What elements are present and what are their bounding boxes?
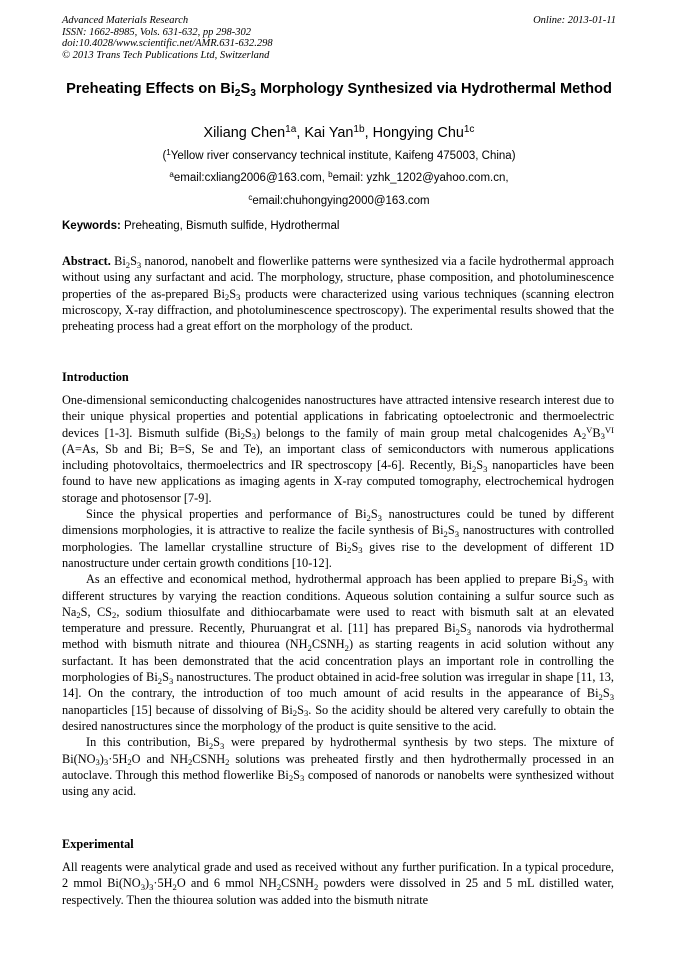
issn-line: ISSN: 1662-8985, Vols. 631-632, pp 298-302 bbox=[62, 26, 251, 38]
author-name: Xiliang Chen bbox=[203, 125, 286, 141]
author-name: Kai Yan bbox=[304, 125, 354, 141]
paper-title: Preheating Effects on $Bi_2S_3$ Morphology Synthesized via Hydrothermal Method bbox=[66, 81, 612, 100]
email-c: $^c$email:chuhongying2000@163.com bbox=[248, 193, 430, 207]
emails-ab: $^a$email:cxliang2006@163.com, $^b$email: yzhk_1202@yahoo.com.cn, bbox=[169, 170, 509, 184]
experimental-body: All reagents were analytical grade and used as received without any further purification. In a typical procedure, 2 mmol $Bi(NO_3)_3\cdot 5H_2O$ and 6 mmol $NH_2CSNH_2$ powders were dissolved in 25 and 5 mL distilled water, respectively. Then the thiourea solution was added into the bismuth nitrate bbox=[62, 860, 614, 907]
doi-line: doi:10.4028/www.scientific.net/AMR.631-632.298 bbox=[62, 38, 273, 50]
abstract-label: Abstract. bbox=[62, 254, 111, 268]
section-heading-introduction: Introduction bbox=[62, 370, 129, 384]
affiliation: ($^1$Yellow river conservancy technical institute, Kaifeng 475003, China) bbox=[162, 148, 516, 162]
author-list: Xiliang Chen$^{1a}$, Kai Yan$^{1b}$, Hongying Chu$^{1c}$ bbox=[203, 124, 475, 141]
copyright-line: © 2013 Trans Tech Publications Ltd, Switzerland bbox=[62, 49, 270, 61]
introduction-body: One-dimensional semiconducting chalcogenides nanostructures have attracted intensive research interest due to their unique physical properties and potential applications in fabricating optoelectronic and thermoelectric devices [1-3]. Bismuth sulfide $(Bi_2S_3)$ belongs to the family of main group metal chalcogenides $A_2^VB_3^{VI}$ (A=As, Sb and Bi; B=S, Se and Te), an important class of semiconductors with numerous applications including photovoltaics, thermoelectrics and IR spectroscopy [4-6]. Recently, $Bi_2S_3$ nanoparticles have been found to have new applications as imaging agents in X-ray computed tomography, electrochemical hydrogen storage and photosensor [7-9]. Since the physical properties and performance of $Bi_2S_3$ nanostructures could be tuned by different dimensions morphologies, it is attractive to realize the facile synthesis of $Bi_2S_3$ nanostructures with controlled morphologies. The lamellar crystalline structure of $Bi_2S_3$ gives rise to the development of different 1D nanostructure under certain growth conditions [10-12]. As an effective and economical method, hydrothermal approach has been applied to prepare $Bi_2S_3$ with different structures by varying the reaction conditions. Aqueous solution containing a sulfur source such as $Na_2S$, $CS_2$, sodium thiosulfate and dithiocarbamate were used to react with bismuth salt at an elevated temperature and pressure. Recently, Phuruangrat et al. [11] has prepared $Bi_2S_3$ nanorods via hydrothermal method with bismuth nitrate and thiourea $(NH_2CSNH_2)$ as starting reagents in acid solution without any surfactant. It has been demonstrated that the acid concentration plays an important role in controlling the morphologies of $Bi_2S_3$ nanostructures. The product obtained in acid-free solution was irregular in shape [11, 13, 14]. On the contrary, the introduction of too much amount of acid results in the appearance of $Bi_2S_3$ nanoparticles [15] because of dissolving of $Bi_2S_3$. So the acidity should be altered very carefully to obtain the desired nanostructures since the morphology of the product is quite sensitive to the acid. In this contribution, $Bi_2S_3$ were prepared by hydrothermal synthesis by two steps. The mixture of $Bi(NO_3)_3\cdot 5H_2O$ and $NH_2CSNH_2$ solutions was preheated firstly and then hydrothermally processed in an autoclave. Through this method flowerlike $Bi_2S_3$ composed of nanorods or nanobelts were synthesized without using any acid. bbox=[62, 393, 615, 799]
journal-name: Advanced Materials Research bbox=[62, 15, 189, 26]
section-heading-experimental: Experimental bbox=[62, 837, 134, 851]
author-name: Hongying Chu bbox=[372, 125, 464, 141]
online-date: Online: 2013-01-11 bbox=[533, 15, 616, 26]
abstract: Abstract. $Bi_2S_3$ nanorod, nanobelt and flowerlike patterns were synthesized via a facile hydrothermal approach without using any surfactant and acid. The morphology, structure, phase composition, and photoluminescence properties of the as-prepared $Bi_2S_3$ products were characterized using various techniques (scanning electron microscopy, X-ray diffraction, and photoluminescence spectroscopy). The experimental results showed that the preheating process had a great effort on the morphology of the product. bbox=[62, 254, 615, 334]
keywords: Keywords: Preheating, Bismuth sulfide, Hydrothermal bbox=[62, 220, 340, 232]
